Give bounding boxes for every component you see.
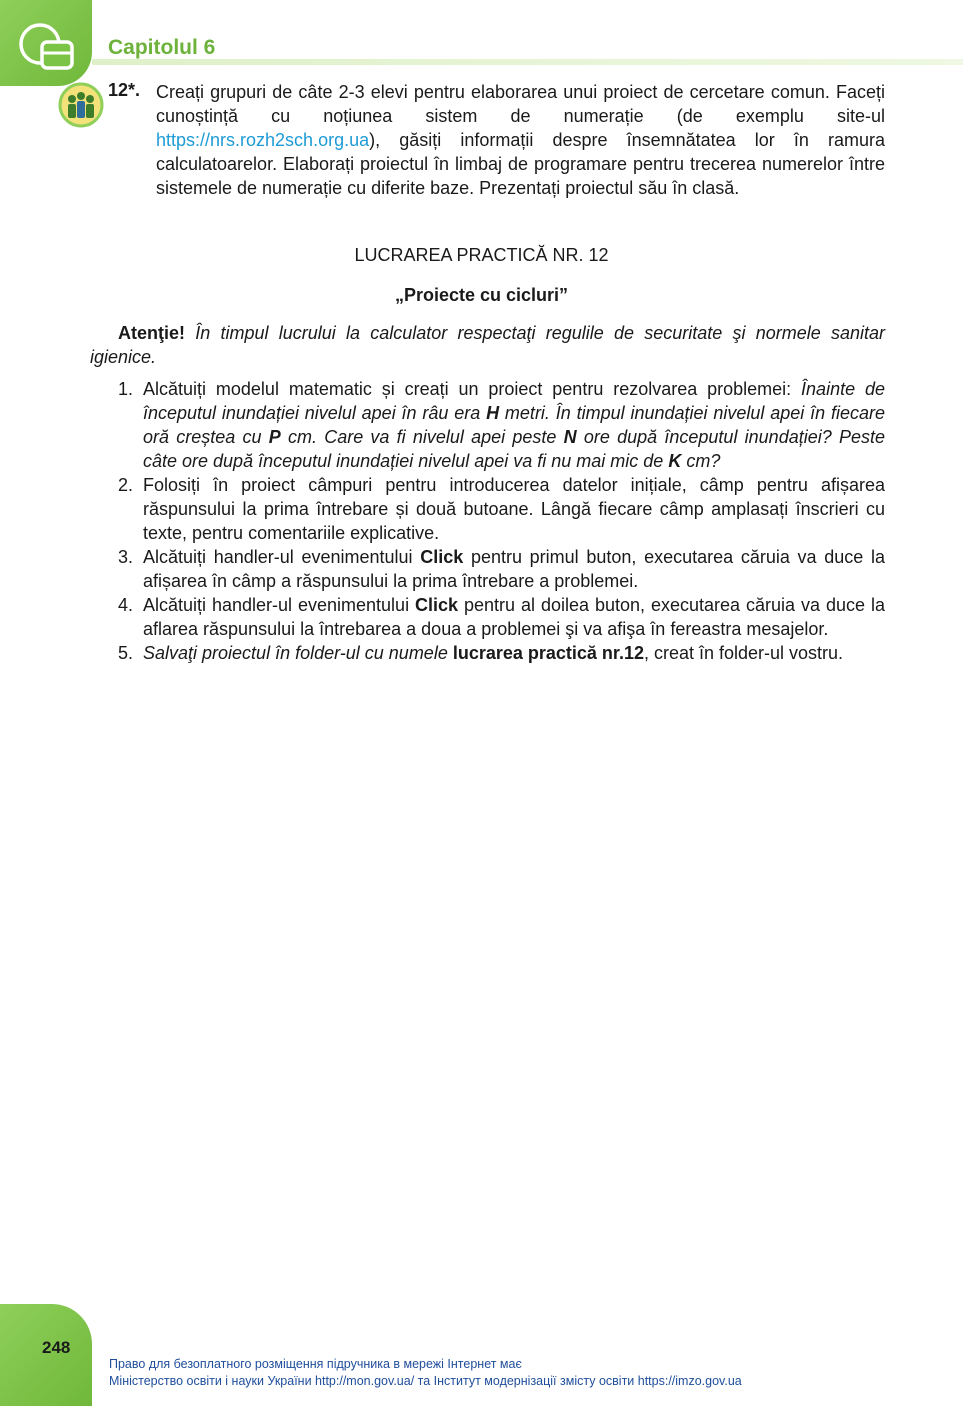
event-name: Click [415, 595, 459, 615]
attention-note [90, 321, 885, 369]
step-text: Alcătuiți handler-ul evenimentului [143, 547, 421, 567]
task-text-part: ), găsiți informații despre însemnătatea lor în ramura calculatoarelor. Elaborați proiectul în limbaj de programare pentru trecerea numerelor între sistemele de numerație cu diferite baze. Prezentați proiectul său în clasă. [156, 130, 885, 198]
footer-note [109, 1356, 742, 1390]
step-text: Alcătuiți modelul matematic și creați un proiect pentru rezolvarea problemei: [143, 379, 802, 399]
step-text: metri. În timpul inundației nivelul apei în fiecare oră creștea cu [143, 403, 885, 447]
list-item [118, 473, 885, 545]
variable-h: H [486, 403, 500, 423]
task-number: 12*. [108, 80, 141, 100]
chapter-corner-tab [0, 0, 92, 86]
practical-work-subtitle: „Proiecte cu cicluri” [394, 285, 569, 305]
project-task-icon [58, 82, 104, 128]
variable-p: P [268, 427, 281, 447]
step-number: 2. [118, 475, 134, 495]
step-text: Folosiți în proiect câmpuri pentru introducerea datelor inițiale, câmp pentru afișarea răspunsului la prima întrebare și două butoane. Lângă fiecare câmp amplasați înscrieri cu texte, pentru comentariile explicative. [143, 475, 885, 543]
step-number: 1. [118, 379, 134, 399]
chapter-title: Capitolul 6 [108, 36, 216, 59]
step-number: 4. [118, 595, 134, 615]
variable-n: N [563, 427, 577, 447]
step-text: ore după începutul inundației? Peste câte ore după începutul inundației nivelul apei va fi nu mai mic de [143, 427, 885, 471]
step-text: pentru al doilea buton, executarea căruia va duce la aflarea răspunsului la întrebarea a doua a problemei şi va afişa în fereastra mesajelor. [143, 595, 885, 639]
step-text: Înainte de începutul inundației nivelul apei în râu era [143, 379, 885, 423]
attention-label: Atenţie! [118, 323, 185, 343]
attention-text: În timpul lucrului la calculator respectaţi regulile de securitate şi normele sanitar igienice. [90, 323, 885, 367]
step-text: cm. Care va fi nivelul apei peste [280, 427, 564, 447]
folder-name: lucrarea practică nr.12 [452, 643, 644, 663]
step-text: pentru primul buton, executarea căruia va duce la afișarea în câmp a răspunsului la prima întrebare a problemei. [143, 547, 885, 591]
list-item [118, 377, 885, 473]
header-rule [92, 59, 963, 65]
step-number: 5. [118, 643, 134, 663]
step-number: 3. [118, 547, 134, 567]
practical-work-title: LUCRAREA PRACTICĂ NR. 12 [354, 245, 609, 265]
list-item [118, 545, 885, 593]
steps-list [118, 377, 885, 665]
step-text: cm? [681, 451, 721, 471]
step-text: , creat în folder-ul vostru. [643, 643, 844, 663]
step-text: Salvaţi proiectul în folder-ul cu numele [143, 643, 453, 663]
task-text [156, 80, 885, 200]
list-item [118, 593, 885, 641]
footer-line: Міністерство освіти і науки України http://mon.gov.ua/ та Інститут модернізації змісту освіти https://imzo.gov.ua [109, 1374, 742, 1388]
chapter-logo-icon [18, 22, 76, 74]
page-number: 248 [42, 1338, 71, 1357]
footer-line: Право для безоплатного розміщення підручника в мережі Інтернет має [109, 1357, 522, 1371]
site-link[interactable]: https://nrs.rozh2sch.org.ua [156, 130, 370, 150]
task-text-part: Creați grupuri de câte 2-3 elevi pentru elaborarea unui proiect de cercetare comun. Faceți cunoștință cu noțiunea sistem de numerație (de exemplu site-ul [156, 82, 885, 126]
list-item [118, 641, 885, 665]
event-name: Click [420, 547, 464, 567]
variable-k: K [668, 451, 682, 471]
step-text: Alcătuiți handler-ul evenimentului [143, 595, 416, 615]
